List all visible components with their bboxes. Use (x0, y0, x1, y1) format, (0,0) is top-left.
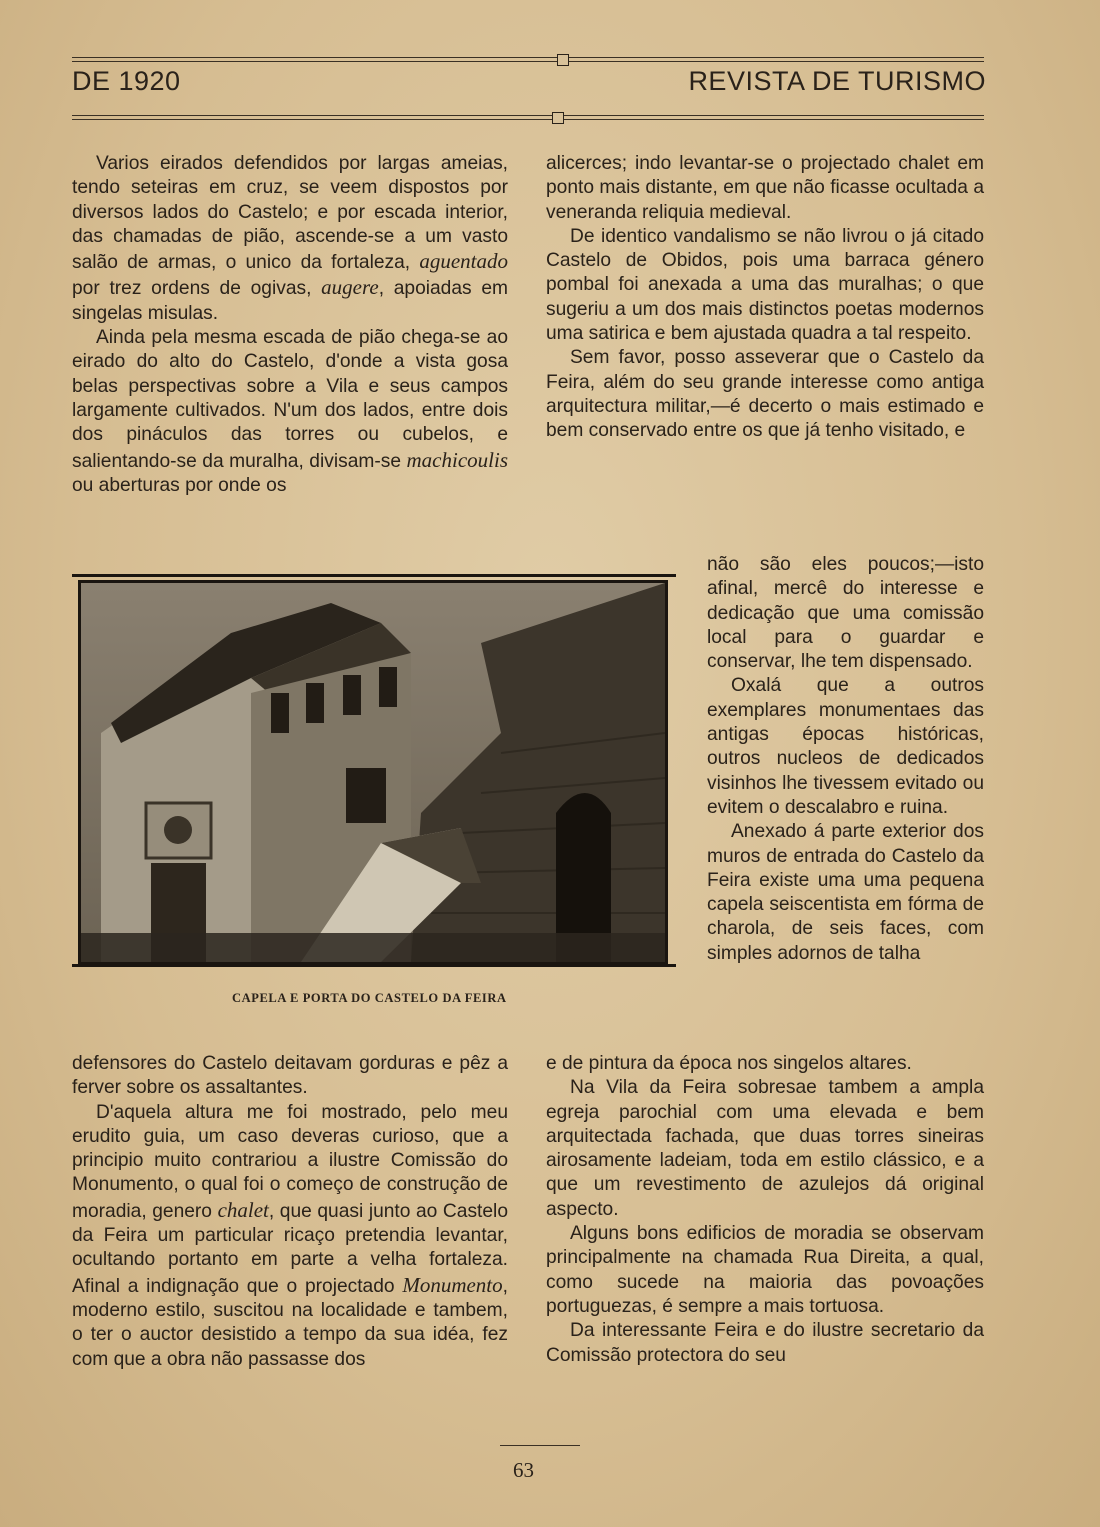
paragraph: Ainda pela mesma escada de pião chega-se ao eirado do alto do Castelo, d'onde a vista gosa belas perspectivas sobre a Vila e seus campos largamente cultivados. N'um dos lados, entre dois dos pináculos das torres ou cubelos, e salientando-se da muralha, divisam-se machicoulis ou aberturas por onde os (72, 327, 508, 496)
paragraph: Anexado á parte exterior dos muros de entrada do Castelo da Feira existe uma uma pequena capela seiscentista em fórma de charola, de seis faces, com simples adornos de talha (707, 821, 984, 964)
paragraph: De identico vandalismo se não livrou o já citado Castelo de Obidos, pois uma barraca género pombal foi anexada a uma das muralhas; o que sugeriu a um dos mais distinctos poetas modernos uma satirica e bem ajustada quadra a tal respeito. (546, 225, 984, 345)
photo-frame-line (72, 574, 676, 577)
paragraph: Varios eirados defendidos por largas ameias, tendo seteiras em cruz, se veem dispostos por diversos lados do Castelo; e por escada interior, das chamadas de pião, ascende-se a um vasto salão de armas, o unico da fortaleza, aguentado por trez ordens de ogivas, augere, apoiadas em singelas misulas. (72, 153, 508, 324)
page-number: 63 (513, 1458, 534, 1482)
paragraph: Sem favor, posso asseverar que o Castelo da Feira, além do seu grande interesse como antiga arquitectura militar,—é decerto o mais estimado e bem conservado entre os que já tenho visitado, e (546, 347, 984, 442)
castle-chapel-photo (78, 580, 668, 965)
paragraph: defensores do Castelo deitavam gorduras e pêz a ferver sobre os assaltantes. (72, 1053, 508, 1099)
ornament-square-icon (557, 54, 569, 66)
right-column-bottom (546, 1052, 984, 1368)
paragraph: alicerces; indo levantar-se o projectado chalet em ponto mais distante, em que não ficasse ocultada a veneranda reliquia medieval. (546, 153, 984, 223)
header-date: DE 1920 (72, 66, 181, 96)
right-column-top (546, 152, 984, 444)
left-column-bottom (72, 1052, 508, 1372)
paragraph: Oxalá que a outros exemplares monumentaes das antigas épocas históricas, outros nucleos de dedicados visinhos lhe tivessem evitado ou evitem o descalabro e ruina. (707, 675, 984, 818)
photo-caption: CAPELA E PORTA DO CASTELO DA FEIRA (232, 991, 507, 1005)
paragraph: e de pintura da época nos singelos altares. (546, 1053, 912, 1074)
paragraph: Da interessante Feira e do ilustre secretario da Comissão protectora do seu (546, 1320, 984, 1366)
right-column-narrow (707, 553, 984, 966)
header-title: REVISTA DE TURISMO (688, 66, 986, 96)
paragraph: Alguns bons edificios de moradia se observam principalmente na chamada Rua Direita, a qual, como sucede na maioria das povoações portuguezas, é sempre a mais tortuosa. (546, 1223, 984, 1317)
left-column-top (72, 152, 508, 498)
paragraph: não são eles poucos;—isto afinal, mercê do interesse e dedicação que uma comissão local para o guardar e conservar, lhe tem dispensado. (707, 554, 984, 673)
paragraph: Na Vila da Feira sobresae tambem a ampla egreja parochial com uma elevada e bem arquitectada fachada, que duas torres sineiras airosamente ladeiam, toda em estilo clássico, e a que um revestimento de azulejos dá original aspecto. (546, 1077, 984, 1220)
paragraph: D'aquela altura me foi mostrado, pelo meu erudito guia, um caso deveras curioso, que a principio muito contrariou a ilustre Comissão do Monumento, o qual foi o começo de construção de moradia, genero chalet, que quasi junto ao Castelo da Feira um particular ricaço pretendia levantar, ocultando portanto em parte a velha fortaleza. Afinal a indignação que o projectado Monumento, moderno estilo, suscitou na localidade e tambem, o ter o auctor desistido a tempo da sua idéa, fez com que a obra não passasse dos (72, 1101, 508, 1370)
ornament-square-icon (552, 112, 564, 124)
photo-frame-line (72, 964, 676, 967)
page-number-rule (500, 1445, 580, 1446)
